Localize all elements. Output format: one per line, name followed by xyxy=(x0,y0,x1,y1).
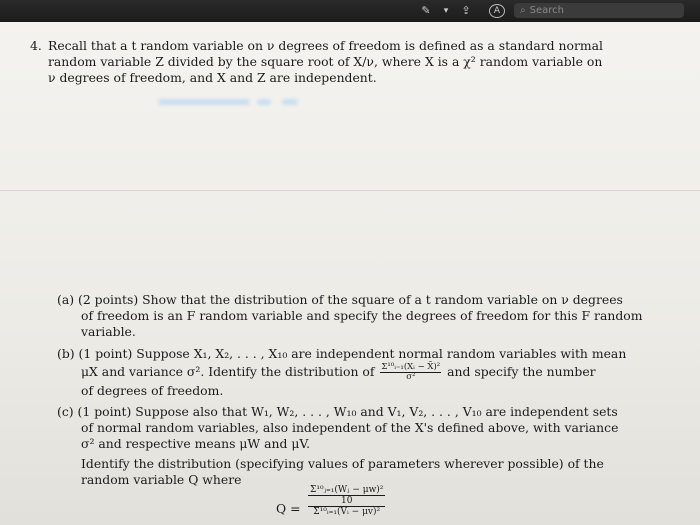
problem-number: 4. xyxy=(30,38,42,53)
intro-line-1: Recall that a t random variable on ν degrees of freedom is defined as a standard normal xyxy=(48,38,603,53)
sum-fraction-numerator: Σ¹⁰ᵢ₌₁(Xᵢ − X̄)² xyxy=(381,362,441,372)
redaction-mark xyxy=(257,99,271,105)
document-page xyxy=(0,22,700,525)
intro-line-2: random variable Z divided by the square root of X/ν, where X is a χ² random variable on xyxy=(48,54,603,69)
share-icon[interactable]: ⇪ xyxy=(461,4,471,17)
search-input[interactable] xyxy=(514,3,684,18)
part-c-line-1: (c) (1 point) Suppose also that W₁, W₂, . . . , W₁₀ and V₁, V₂, . . . , V₁₀ are independent sets xyxy=(57,404,618,419)
chevron-down-icon[interactable]: ▾ xyxy=(443,6,449,16)
part-c-line-2: of normal random variables, also independent of the X's defined above, with variance xyxy=(81,420,619,435)
markup-icon[interactable]: A xyxy=(489,4,505,18)
redaction-mark xyxy=(158,99,250,105)
search-icon: ⌕ xyxy=(520,5,526,16)
toolbar xyxy=(0,0,700,22)
intro-line-3: ν degrees of freedom, and X and Z are independent. xyxy=(48,70,377,85)
part-a-line-2: of freedom is an F random variable and specify the degrees of freedom for this F random xyxy=(81,308,643,323)
part-b-line-1: (b) (1 point) Suppose X₁, X₂, . . . , X₁₀ are independent normal random variables with mean xyxy=(57,346,627,361)
part-c-line-5: random variable Q where xyxy=(81,472,242,487)
part-b-line-3: of degrees of freedom. xyxy=(81,383,224,398)
part-a-line-3: variable. xyxy=(81,324,136,339)
q-lhs: Q = xyxy=(276,501,301,516)
q-numerator-divisor: 10 xyxy=(308,496,385,507)
q-fraction xyxy=(308,485,385,517)
page-fold xyxy=(0,190,700,191)
sum-fraction xyxy=(380,363,441,382)
redaction-mark xyxy=(282,99,298,105)
part-c-line-4: Identify the distribution (specifying values of parameters wherever possible) of the xyxy=(81,456,604,471)
q-numerator-sum: Σ¹⁰ⱼ₌₁(Wⱼ − μw)² xyxy=(310,485,384,495)
part-c-line-3: σ² and respective means μW and μV. xyxy=(81,436,311,451)
q-denominator: Σ¹⁰ᵢ₌₁(Vᵢ − μv)² xyxy=(313,507,381,517)
part-a-line-1: (a) (2 points) Show that the distribution of the square of a t random variable on ν degrees xyxy=(57,292,623,307)
search-placeholder: Search xyxy=(529,5,564,16)
part-b-text-pre: μX and variance σ². Identify the distribution of xyxy=(81,364,375,379)
sum-fraction-denominator: σ² xyxy=(406,372,416,382)
part-b-line-2 xyxy=(81,363,596,382)
pen-icon[interactable]: ✎ xyxy=(421,4,431,17)
part-b-text-post: and specify the number xyxy=(447,364,596,379)
